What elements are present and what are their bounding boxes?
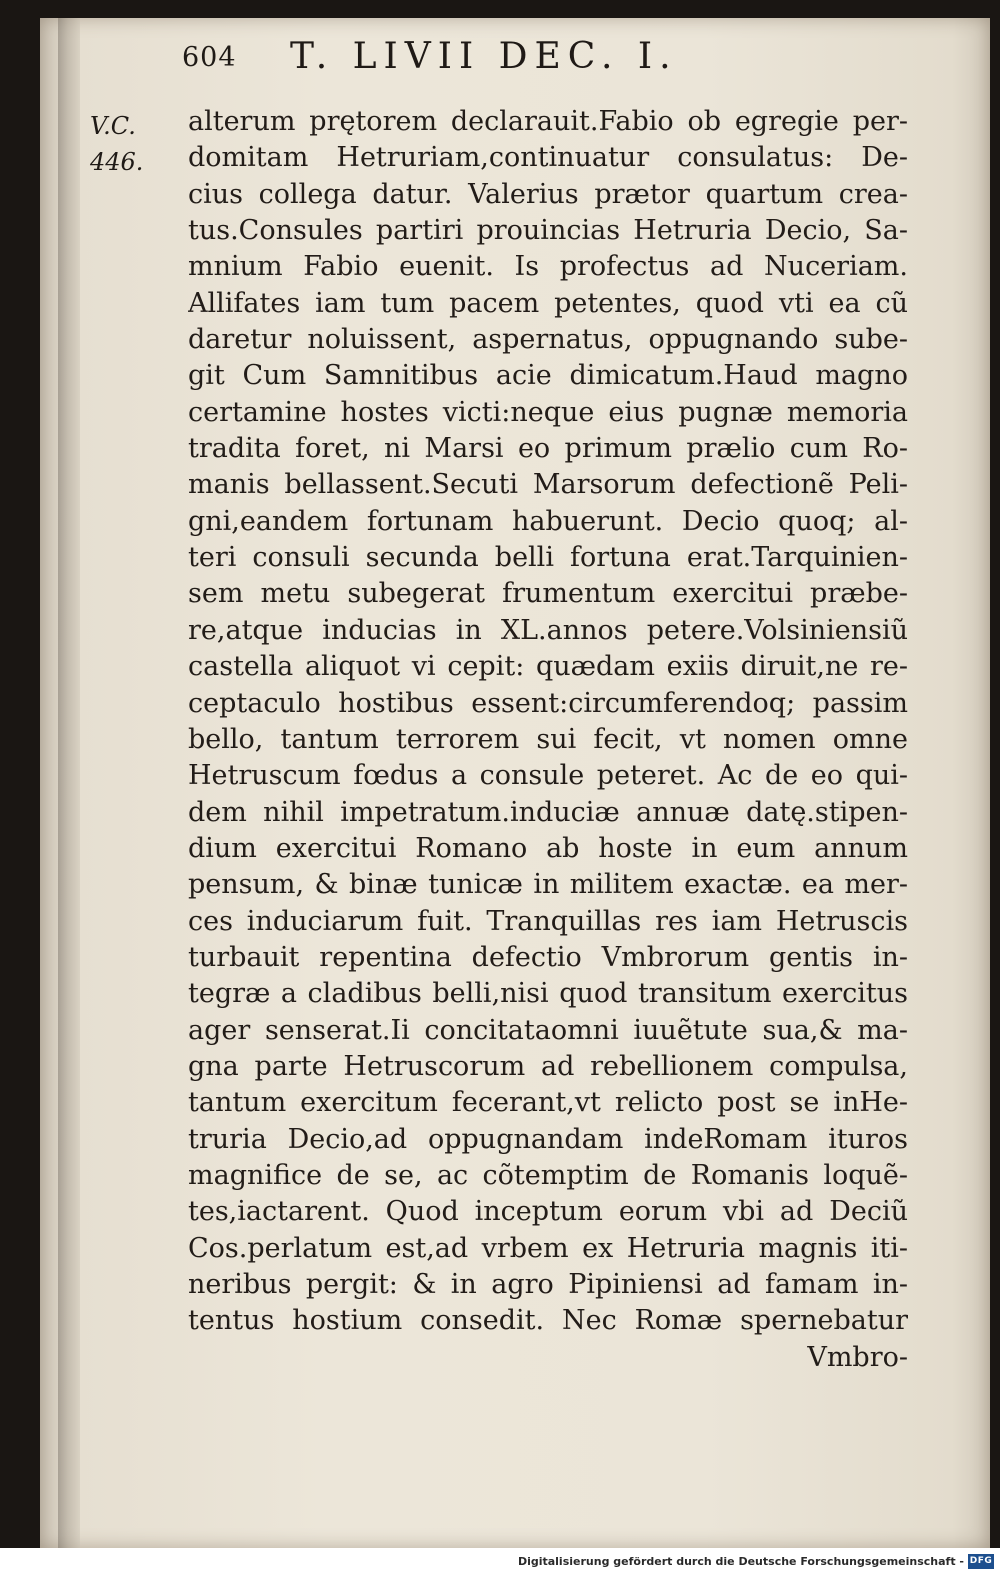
- page-header: [182, 36, 822, 86]
- text-line: turbauit repentina defectio Vmbrorum gentis in-: [188, 941, 908, 973]
- text-line: manis bellassent.Secuti Marsorum defectionẽ Peli-: [188, 469, 908, 501]
- text-line: tus.Consules partiri prouincias Hetruria Decio, Sa-: [188, 215, 908, 247]
- text-line: re,atque inducias in XL.annos petere.Volsiniensiũ: [188, 614, 908, 646]
- text-line: tentus hostium consedit. Nec Romæ spernebatur: [188, 1305, 908, 1337]
- text-line: bello, tantum terrorem sui fecit, vt nomen omne: [188, 723, 908, 755]
- text-line: ager senserat.Ii concitataomni iuuẽtute sua,& ma-: [188, 1014, 908, 1046]
- text-line: domitam Hetruriam,continuatur consulatus: De-: [188, 142, 908, 174]
- text-line: alterum prętorem declarauit.Fabio ob egregie per-: [188, 106, 908, 137]
- text-line: git Cum Samnitibus acie dimicatum.Haud magno: [188, 360, 908, 392]
- footer-bar: [0, 1548, 1000, 1576]
- text-line: tegræ a cladibus belli,nisi quod transitum exercitus: [188, 978, 908, 1010]
- dfg-logo: DFG: [968, 1554, 994, 1569]
- page-number: 604: [182, 42, 237, 73]
- text-line: dium exercitui Romano ab hoste in eum annum: [188, 832, 908, 864]
- text-line: cius collega datur. Valerius prætor quartum crea-: [188, 178, 908, 210]
- text-line: truria Decio,ad oppugnandam indeRomam ituros: [188, 1123, 908, 1155]
- text-line: tradita foret, ni Marsi eo primum prælio cum Ro-: [188, 433, 908, 465]
- text-line: magnifice de se, ac cõtemptim de Romanis loquẽ-: [188, 1159, 908, 1191]
- text-line: dem nihil impetratum.induciæ annuæ datę.stipen-: [188, 796, 908, 828]
- text-line: daretur noluissent, aspernatus, oppugnando sube-: [188, 324, 908, 356]
- funding-notice: Digitalisierung gefördert durch die Deutsche Forschungsgemeinschaft -: [517, 1555, 964, 1568]
- catchword: Vmbro-: [807, 1341, 908, 1373]
- margin-note-line: 446.: [90, 148, 144, 176]
- margin-note-line: V.C.: [90, 112, 136, 140]
- text-line: ceptaculo hostibus essent:circumferendoq; passim: [188, 687, 908, 719]
- page-binding-shadow: [58, 18, 80, 1548]
- text-line: Allifates iam tum pacem petentes, quod vti ea cũ: [188, 287, 908, 319]
- text-line: pensum, & binæ tunicæ in militem exactæ. ea mer-: [188, 869, 908, 901]
- text-line: Hetruscum fœdus a consule peteret. Ac de eo qui-: [188, 760, 908, 792]
- text-line: tantum exercitum fecerant,vt relicto post se inHe-: [188, 1087, 908, 1119]
- text-line: teri consuli secunda belli fortuna erat.Tarquinien-: [188, 542, 908, 574]
- margin-note: [90, 108, 170, 180]
- text-line: Cos.perlatum est,ad vrbem ex Hetruria magnis iti-: [188, 1232, 908, 1264]
- text-line: gna parte Hetruscorum ad rebellionem compulsa,: [188, 1050, 908, 1082]
- text-line: mnium Fabio euenit. Is profectus ad Nuceriam.: [188, 251, 908, 283]
- text-line: neribus pergit: & in agro Pipiniensi ad famam in-: [188, 1269, 908, 1300]
- text-line: gni,eandem fortunam habuerunt. Decio quoq; al-: [188, 505, 908, 537]
- running-title: T. LIVII DEC. I.: [290, 36, 678, 77]
- text-line: certamine hostes victi:neque eius pugnæ memoria: [188, 396, 908, 428]
- body-text: [188, 104, 908, 1376]
- text-line: tes,iactarent. Quod inceptum eorum vbi ad Deciũ: [188, 1196, 908, 1228]
- text-line: ces induciarum fuit. Tranquillas res iam Hetruscis: [188, 905, 908, 937]
- text-line: castella aliquot vi cepit: quædam exiis diruit,ne re-: [188, 651, 908, 683]
- text-line: sem metu subegerat frumentum exercitui præbe-: [188, 578, 908, 610]
